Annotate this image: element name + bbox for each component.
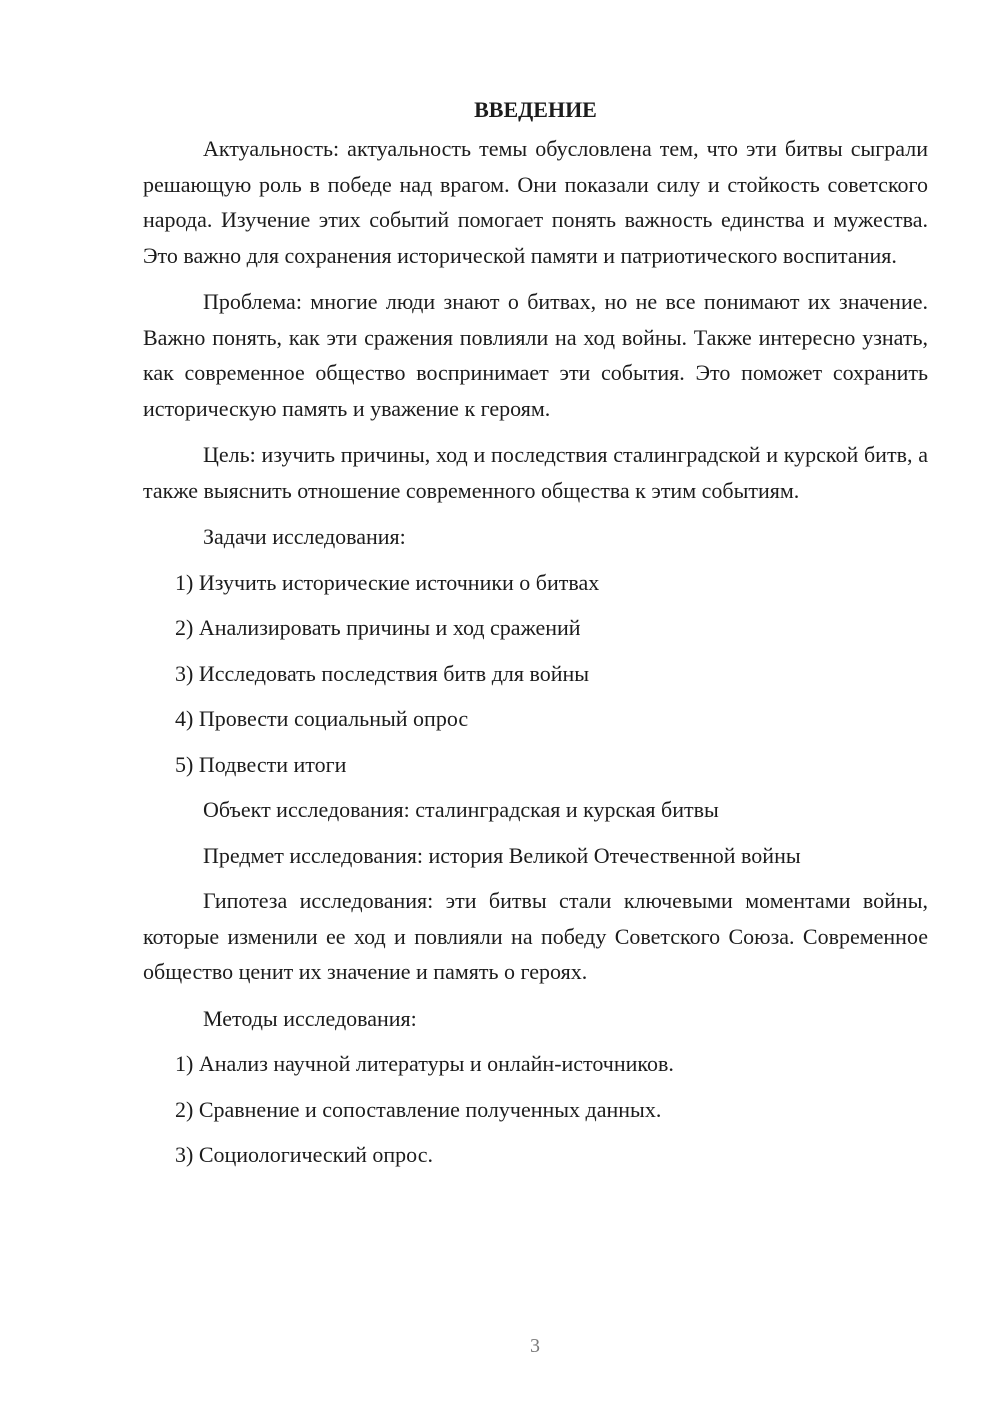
task-item: 1) Изучить исторические источники о битвах bbox=[175, 569, 600, 595]
section-title: ВВЕДЕНИЕ bbox=[474, 97, 597, 122]
methods-heading: Методы исследования: bbox=[203, 1005, 417, 1031]
tasks-list bbox=[143, 565, 928, 783]
task-item: 3) Исследовать последствия битв для войны bbox=[175, 660, 590, 686]
task-item: 4) Провести социальный опрос bbox=[175, 706, 469, 731]
page-number: 3 bbox=[530, 1335, 540, 1357]
method-item: 3) Социологический опрос. bbox=[175, 1142, 433, 1167]
methods-list bbox=[143, 1046, 928, 1173]
relevance-paragraph: Актуальность: актуальность темы обусловлена тем, что эти битвы сыграли решающую роль в победе над врагом. Они показали силу и стойкость советского народа. Изучение этих событий помогает понять важность единства и мужества. Это важно для сохранения исторической памяти и патриотического воспитания. bbox=[143, 136, 928, 268]
task-item: 2) Анализировать причины и ход сражений bbox=[175, 615, 581, 640]
goal-paragraph: Цель: изучить причины, ход и последствия сталинградской и курской битв, а также выяснить отношение современного общества к этим событиям. bbox=[143, 442, 928, 503]
hypothesis-paragraph: Гипотеза исследования: эти битвы стали ключевыми моментами войны, которые изменили ее ход и повлияли на победу Советского Союза. Современное общество ценит их значение и память о героях. bbox=[143, 888, 928, 984]
tasks-heading: Задачи исследования: bbox=[203, 524, 406, 549]
method-item: 2) Сравнение и сопоставление полученных данных. bbox=[175, 1096, 662, 1122]
method-item: 1) Анализ научной литературы и онлайн-источников. bbox=[175, 1051, 674, 1076]
task-item: 5) Подвести итоги bbox=[175, 751, 347, 777]
page-content bbox=[143, 96, 928, 1183]
subject-line: Предмет исследования: история Великой Отечественной войны bbox=[203, 842, 801, 868]
object-line: Объект исследования: сталинградская и курская битвы bbox=[203, 797, 719, 822]
problem-paragraph: Проблема: многие люди знают о битвах, но не все понимают их значение. Важно понять, как эти сражения повлияли на ход войны. Также интересно узнать, как современное общество воспринимает эти события. Это поможет сохранить историческую память и уважение к героям. bbox=[143, 289, 928, 421]
